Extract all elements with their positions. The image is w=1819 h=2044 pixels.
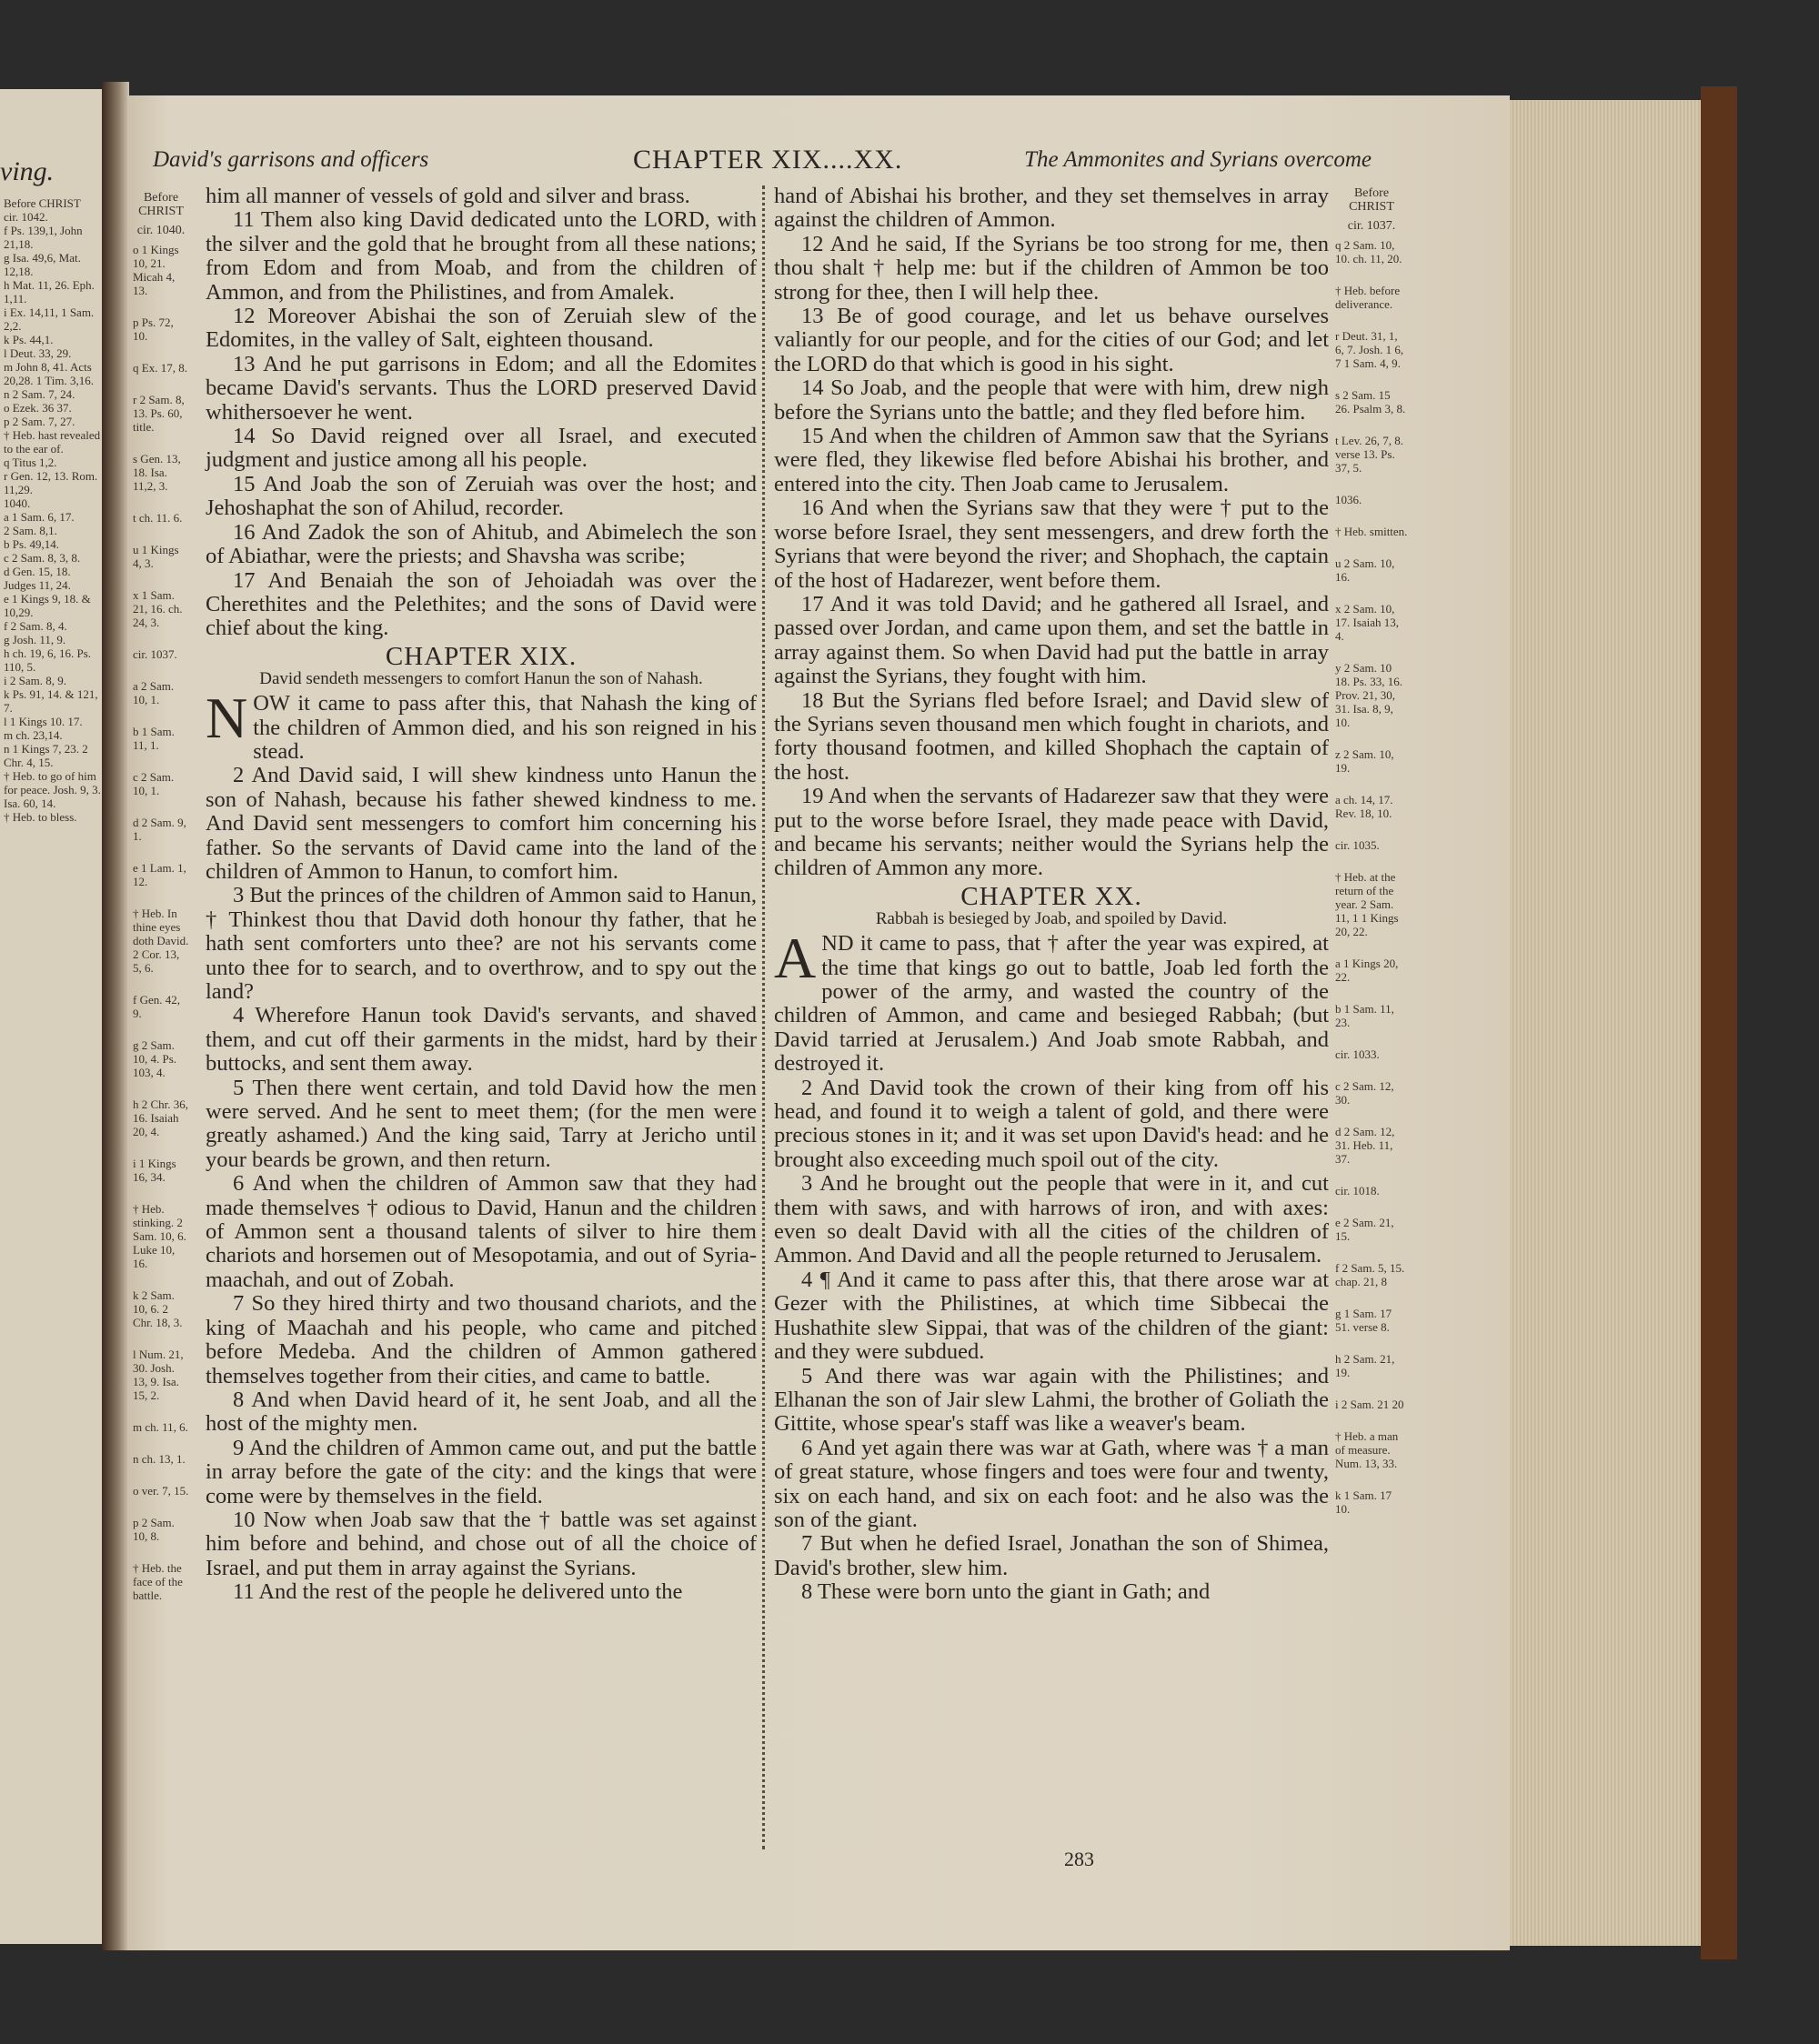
margin-note: h 2 Sam. 21, 19. <box>1335 1352 1395 1379</box>
margin-note: cir. 1035. <box>1335 838 1380 852</box>
verse: 11 And the rest of the people he delivered unto the <box>233 1579 683 1605</box>
margin-note: r 2 Sam. 8, 13. Ps. 60, title. <box>133 393 185 434</box>
header-right: The Ammonites and Syrians overcome <box>1024 147 1372 172</box>
verse: 2 And David took the crown of their king from off his head, and found it to weigh a talent of gold, and there were precious stones in it; and it was set upon David's head: and he brought also exceeding much spoil out of the city. <box>774 1075 1329 1172</box>
margin-note: c 2 Sam. 12, 30. <box>1335 1079 1394 1107</box>
margin-note: l 1 Kings 10. 17. <box>4 715 83 728</box>
margin-note: e 1 Kings 9, 18. & 10,29. <box>4 592 91 619</box>
margin-note: n ch. 13, 1. <box>133 1452 186 1466</box>
margin-note: d 2 Sam. 12, 31. Heb. 11, 37. <box>1335 1125 1395 1166</box>
margin-note: f 2 Sam. 8, 4. <box>4 619 67 633</box>
margin-note: l Deut. 33, 29. <box>4 346 72 360</box>
margin-note: i 1 Kings 16, 34. <box>133 1157 176 1184</box>
margin-note: u 1 Kings 4, 3. <box>133 543 179 570</box>
page-number: 283 <box>1064 1848 1094 1870</box>
margin-note: p 2 Sam. 10, 8. <box>133 1516 175 1543</box>
margin-note: a 2 Sam. 10, 1. <box>133 679 175 706</box>
verse-1 <box>774 926 1329 1077</box>
text-column-right <box>774 185 1329 1605</box>
margin-note: c 2 Sam. 8, 3, 8. <box>4 551 81 565</box>
verse: 14 So David reigned over all Israel, and executed judgment and justice among all his people. <box>206 424 757 473</box>
verse: 8 And when David heard of it, he sent Joab, and all the host of the mighty men. <box>206 1387 757 1437</box>
verse: 13 Be of good courage, and let us behave ourselves valiantly for our people, and for the cities of our God; and let the LORD do that which is good in his sight. <box>774 304 1329 376</box>
margin-note: z 2 Sam. 10, 19. <box>1335 747 1394 775</box>
margin-note: o 1 Kings 10, 21. Micah 4, 13. <box>133 243 179 297</box>
page-edges <box>1510 100 1708 1946</box>
margin-note: t Lev. 26, 7, 8. verse 13. Ps. 37, 5. <box>1335 434 1403 475</box>
margin-note: r Deut. 31, 1, 6, 7. Josh. 1 6, 7 1 Sam. 4, 9. <box>1335 329 1404 370</box>
margin-note: m John 8, 41. Acts 20,28. 1 Tim. 3,16. <box>4 360 94 387</box>
margin-note: q Ex. 17, 8. <box>133 361 187 375</box>
verse: 2 And David said, I will shew kindness unto Hanun the son of Nahash, because his father shewed kindness to me. And David sent messengers to comfort him concerning his father. So the servants of David came into the land of the children of Ammon to Hanun, to comfort him. <box>206 763 757 884</box>
verse: 10 Now when Joab saw that the † battle was set against him before and behind, and chose out of all the choice of Israel, and put them in array against the Syrians. <box>206 1507 757 1580</box>
margin-note: i Ex. 14,11, 1 Sam. 2,2. <box>4 306 95 333</box>
verse-1-text: OW it came to pass after this, that Nahash the king of the children of Ammon died, and his son reigned in his stead. <box>253 691 757 764</box>
margin-note: 2 Sam. 8,1. <box>4 524 57 537</box>
margin-note: † Heb. stinking. 2 Sam. 10, 6. Luke 10, 16. <box>133 1202 186 1270</box>
margin-note: g 1 Sam. 17 51. verse 8. <box>1335 1307 1392 1334</box>
verse: 6 And when the children of Ammon saw that they had made themselves † odious to David, Hanun and the children of Ammon sent a thousand talents of silver to hire them chariots and horsemen out of Mesopotamia, and out of Syria-maachah, and out of Zobah. <box>206 1171 757 1292</box>
verse: 5 And there was war again with the Philistines; and Elhanan the son of Jair slew Lahmi, the brother of Goliath the Gittite, whose spear's staff was like a weaver's beam. <box>774 1363 1329 1437</box>
verse: 12 Moreover Abishai the son of Zeruiah slew of the Edomites, in the valley of Salt, eighteen thousand. <box>206 304 757 353</box>
facing-page-margin-notes <box>0 196 102 824</box>
margin-note: g Isa. 49,6, Mat. 12,18. <box>4 251 81 278</box>
chapter-summary: Rabbah is besieged by Joab, and spoiled by David. <box>875 909 1228 929</box>
margin-note: † Heb. at the return of the year. 2 Sam. 11, 1 1 Kings 20, 22. <box>1335 870 1399 938</box>
margin-note: † Heb. hast revealed to the ear of. <box>4 428 101 456</box>
margin-note: l Num. 21, 30. Josh. 13, 9. Isa. 15, 2. <box>133 1348 184 1402</box>
verse-1 <box>206 686 757 764</box>
verse: 13 And he put garrisons in Edom; and all the Edomites became David's servants. Thus the LORD preserved David whithersoever he went. <box>206 351 757 425</box>
margin-note: cir. 1033. <box>1335 1047 1380 1061</box>
margin-note: 1036. <box>1335 493 1362 506</box>
verse: 19 And when the servants of Hadarezer saw that they were put to the worse before Israel, they made peace with David, and became his servants; neither would the Syrians help the children of Ammon any more. <box>774 784 1329 881</box>
verse: 14 So Joab, and the people that were with him, drew nigh before the Syrians unto the battle; and they fled before him. <box>774 376 1329 425</box>
margin-note: † Heb. the face of the battle. <box>133 1561 183 1602</box>
margin-note: m ch. 11, 6. <box>133 1420 188 1434</box>
verse: 16 And when the Syrians saw that they were † put to the worse before Israel, they sent messengers, and drew forth the Syrians that were beyond the river; and Shophach, the captain of the host of Hadarezer, went before them. <box>774 496 1329 593</box>
verse: 16 And Zadok the son of Ahitub, and Abimelech the son of Abiathar, were the priests; and Shavsha was scribe; <box>206 519 757 569</box>
margin-note: o ver. 7, 15. <box>133 1484 189 1498</box>
margin-note: x 1 Sam. 21, 16. ch. 24, 3. <box>133 588 183 629</box>
margin-note: p 2 Sam. 7, 27. <box>4 415 75 428</box>
margin-note: n 1 Kings 7, 23. 2 Chr. 4, 15. <box>4 742 88 769</box>
verse-1-text: ND it came to pass, that † after the year was expired, at the time that kings go out to battle, Joab led forth the power of the army, and wasted the country of the children of Ammon, and came and besieged Rabbah; (but David tarried at Jerusalem.) And Joab smote Rabbah, and destroyed it. <box>774 931 1329 1077</box>
verse: 7 So they hired thirty and two thousand chariots, and the king of Maachah and his people, who came and pitched before Medeba. And the children of Ammon gathered themselves together from their cities, and came to battle. <box>206 1291 757 1388</box>
margin-note: u 2 Sam. 10, 16. <box>1335 556 1395 584</box>
verse: hand of Abishai his brother, and they set themselves in array against the children of Ammon. <box>774 184 1329 233</box>
verse: 8 These were born unto the giant in Gath; and <box>801 1579 1211 1605</box>
margin-note: x 2 Sam. 10, 17. Isaiah 13, 4. <box>1335 602 1400 643</box>
verse: 9 And the children of Ammon came out, and put the battle in array before the gate of the city: and the kings that were come were by themselves in the field. <box>206 1435 757 1508</box>
right-margin-notes <box>1335 186 1408 1534</box>
running-header <box>153 147 1372 184</box>
verse: 4 Wherefore Hanun took David's servants, and shaved them, and cut off their garments in the midst, hard by their buttocks, and sent them away. <box>206 1003 757 1077</box>
verse: 6 And yet again there was war at Gath, where was † a man of great stature, whose fingers and toes were four and twenty, six on each hand, and six on each foot: and he also was the son of the giant. <box>774 1435 1329 1532</box>
verse: 15 And when the children of Ammon saw that the Syrians were fled, they likewise fled before Abishai his brother, and entered into the city. Then Joab came to Jerusalem. <box>774 424 1329 496</box>
verse: 18 But the Syrians fled before Israel; and David slew of the Syrians seven thousand men which fought in chariots, and forty thousand footmen, and killed Shophach the captain of the host. <box>774 687 1329 785</box>
margin-note: a 1 Sam. 6, 17. <box>4 510 75 524</box>
header-center: CHAPTER XIX....XX. <box>633 145 903 175</box>
verse: 15 And Joab the son of Zeruiah was over the host; and Jehoshaphat the son of Ahilud, recorder. <box>206 471 757 521</box>
margin-note: h Mat. 11, 26. Eph. 1,11. <box>4 278 95 306</box>
margin-note: b Ps. 49,14. <box>4 537 60 551</box>
verse: 17 And it was told David; and he gathered all Israel, and passed over Jordan, and came upon them, and set the battle in array against them. So when David had put the battle in array against the Syrians, they fought with him. <box>774 591 1329 689</box>
margin-note: g Josh. 11, 9. <box>4 633 66 646</box>
facing-page-edge <box>0 89 105 1944</box>
margin-note: h 2 Chr. 36, 16. Isaiah 20, 4. <box>133 1097 189 1138</box>
drop-cap: N <box>206 686 248 751</box>
verse: 11 Them also king David dedicated unto the LORD, with the silver and the gold that he brought from all these nations; from Edom and from Moab, and from the children of Ammon, and from the Philistines, and from Amalek. <box>206 207 757 305</box>
margin-cross-references <box>133 243 189 1602</box>
header-left: David's garrisons and officers <box>153 147 429 172</box>
margin-date: cir. 1040. <box>136 224 186 237</box>
margin-date: cir. 1037. <box>1347 219 1396 233</box>
margin-note: 1040. <box>4 496 31 510</box>
margin-note: k 1 Sam. 17 10. <box>1335 1488 1392 1516</box>
margin-note: † Heb. to bless. <box>4 810 77 824</box>
facing-page-header-fragment: ving. <box>0 156 55 186</box>
chapter-heading: CHAPTER XIX. <box>385 641 578 671</box>
verse: him all manner of vessels of gold and silver and brass. <box>206 184 690 208</box>
book-cover-edge <box>1701 86 1737 1959</box>
margin-note: a 1 Kings 20, 22. <box>1335 957 1399 984</box>
margin-note: k Ps. 91, 14. & 121, 7. <box>4 687 98 715</box>
verse: 3 But the princes of the children of Ammon said to Hanun, † Thinkest thou that David doth honour thy father, that he hath sent comforters unto thee? are not his servants come unto thee for to search, and to overthrow, and to spy out the land? <box>206 883 757 1004</box>
verse: 17 And Benaiah the son of Jehoiadah was over the Cherethites and the Pelethites; and the sons of David were chief about the king. <box>206 567 757 641</box>
margin-note: q 2 Sam. 10, 10. ch. 11, 20. <box>1335 238 1402 266</box>
margin-note: e 2 Sam. 21, 15. <box>1335 1216 1394 1243</box>
margin-note: e 1 Lam. 1, 12. <box>133 861 186 888</box>
margin-note: d Gen. 15, 18. Judges 11, 24. <box>4 565 71 592</box>
margin-note: y 2 Sam. 10 18. Ps. 33, 16. Prov. 21, 30, 31. Isa. 8, 9, 10. <box>1335 661 1403 729</box>
margin-note: h ch. 19, 6, 16. Ps. 110, 5. <box>4 646 92 674</box>
margin-era-label: Before CHRIST <box>1349 186 1394 214</box>
verse: 3 And he brought out the people that were in it, and cut them with saws, and with harrows of iron, and with axes: even so dealt David with all the cities of the children of Ammon. And David and all the people returned to Jerusalem. <box>774 1171 1329 1268</box>
margin-note: † Heb. before deliverance. <box>1335 284 1401 311</box>
margin-note: k 2 Sam. 10, 6. 2 Chr. 18, 3. <box>133 1288 183 1329</box>
margin-note: s 2 Sam. 15 26. Psalm 3, 8. <box>1335 388 1406 416</box>
margin-note: † Heb. to go of him for peace. Josh. 9, 3. Isa. 60, 14. <box>4 769 101 810</box>
margin-cross-references <box>1335 238 1408 1516</box>
margin-note: i 2 Sam. 21 20 <box>1335 1398 1404 1411</box>
margin-note: o Ezek. 36 37. <box>4 401 72 415</box>
margin-note: Before CHRIST <box>4 196 81 210</box>
margin-note: a ch. 14, 17. Rev. 18, 10. <box>1335 793 1393 820</box>
margin-note: † Heb. a man of measure. Num. 13, 33. <box>1335 1429 1399 1470</box>
margin-note: † Heb. smitten. <box>1335 525 1408 538</box>
left-margin-notes <box>133 191 189 1620</box>
margin-note: † Heb. In thine eyes doth David. 2 Cor. 13, 5, 6. <box>133 907 189 975</box>
margin-note: cir. 1042. <box>4 210 48 224</box>
drop-cap: A <box>774 926 817 991</box>
margin-note: m ch. 23,14. <box>4 728 63 742</box>
margin-note: i 2 Sam. 8, 9. <box>4 674 66 687</box>
margin-note: s Gen. 13, 18. Isa. 11,2, 3. <box>133 452 181 493</box>
margin-era-label: Before CHRIST <box>138 191 184 218</box>
margin-note: cir. 1037. <box>133 647 177 661</box>
margin-note: t ch. 11. 6. <box>133 511 183 525</box>
column-divider <box>762 185 765 1849</box>
margin-note: c 2 Sam. 10, 1. <box>133 770 175 797</box>
margin-note: n 2 Sam. 7, 24. <box>4 387 75 401</box>
margin-note: d 2 Sam. 9, 1. <box>133 816 186 843</box>
verse: 12 And he said, If the Syrians be too strong for me, then thou shalt † help me: but if the children of Ammon be too strong for thee, then I will help thee. <box>774 231 1329 305</box>
verse: 7 But when he defied Israel, Jonathan the son of Shimea, David's brother, slew him. <box>774 1531 1329 1580</box>
margin-note: g 2 Sam. 10, 4. Ps. 103, 4. <box>133 1038 177 1079</box>
margin-note: q Titus 1,2. <box>4 456 57 469</box>
margin-note: r Gen. 12, 13. Rom. 11,29. <box>4 469 98 496</box>
book-gutter <box>102 82 129 1950</box>
margin-note: f 2 Sam. 5, 15. chap. 21, 8 <box>1335 1261 1405 1288</box>
margin-note: b 1 Sam. 11, 23. <box>1335 1002 1394 1029</box>
text-column-left <box>206 185 757 1605</box>
verse: 4 ¶ And it came to pass after this, that there arose war at Gezer with the Philistines, at which time Sibbecai the Hushathite slew Sippai, that was of the children of the giant: and they were subdued. <box>774 1267 1329 1365</box>
margin-note: b 1 Sam. 11, 1. <box>133 725 175 752</box>
chapter-heading: CHAPTER XX. <box>960 881 1142 911</box>
chapter-summary: David sendeth messengers to comfort Hanun the son of Nahash. <box>259 669 703 689</box>
margin-note: p Ps. 72, 10. <box>133 316 174 343</box>
margin-note: f Gen. 42, 9. <box>133 993 180 1020</box>
margin-note: k Ps. 44,1. <box>4 333 54 346</box>
margin-note: cir. 1018. <box>1335 1184 1380 1197</box>
verse: 5 Then there went certain, and told David how the men were served. And he sent to meet them; (for the men were greatly ashamed.) And the king said, Tarry at Jericho until your beards be grown, and then return. <box>206 1075 757 1172</box>
margin-note: f Ps. 139,1, John 21,18. <box>4 224 83 251</box>
